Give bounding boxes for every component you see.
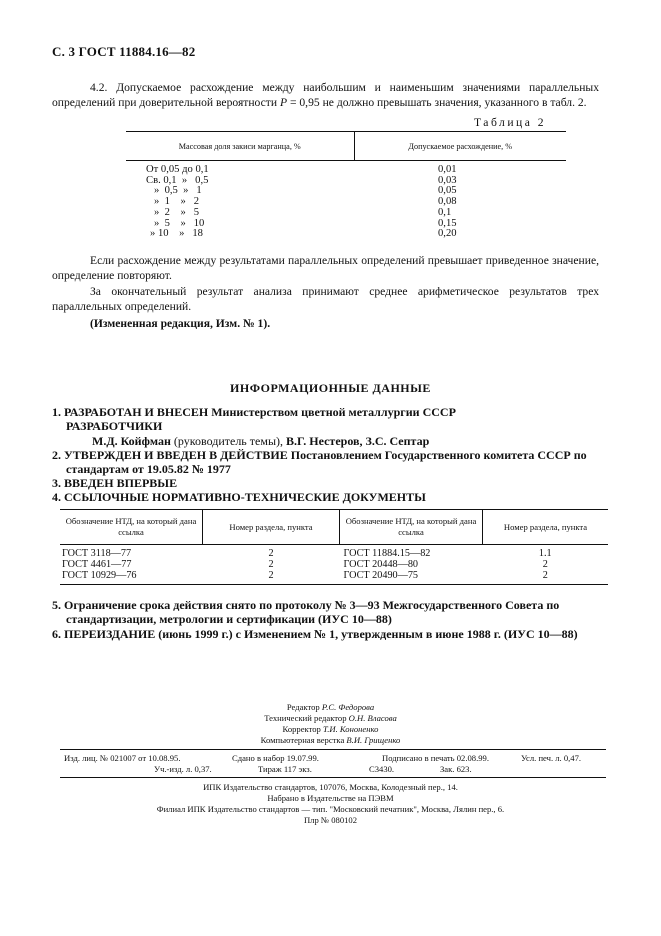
info-item-4: 4. ССЫЛОЧНЫЕ НОРМАТИВНО-ТЕХНИЧЕСКИЕ ДОКУМЕНТЫ [52, 490, 426, 504]
section-4-2-lead: 4.2. Допускаемое расхождение между наибольшим и наименьшим значениями параллельных определений при доверительной вероятности [52, 81, 599, 109]
developer-1-role: (руководитель темы), [170, 434, 286, 448]
info-title: ИНФОРМАЦИОННЫЕ ДАННЫЕ [230, 381, 431, 395]
reference-table [60, 509, 608, 581]
reference-table-bottom-rule [60, 584, 608, 585]
imprint-publisher-block [0, 782, 661, 826]
imprint-typeset: Набрано в Издательстве на ПЭВМ [267, 793, 394, 803]
imprint-tech-editor: Технический редактор О.Н. Власова [264, 713, 397, 723]
section-4-2 [52, 80, 599, 110]
section-4-2-tail: = 0,95 не должно превышать значения, указанного в табл. 2. [287, 96, 587, 109]
info-item-6: 6. ПЕРЕИЗДАНИЕ (июнь 1999 г.) с Изменением № 1, утвержденным в июне 1988 г. (ИУС 10—88) [52, 627, 578, 641]
developer-2-names: В.Г. Нестеров, З.С. Септар [286, 434, 430, 448]
para-revision: (Измененная редакция, Изм. № 1). [90, 317, 271, 330]
table-row: » 2 » 5 0,1 [154, 206, 452, 218]
imprint-set: Сдано в набор 19.07.99. [232, 753, 319, 763]
imprint-code: С3430. [369, 764, 395, 774]
info-item-1: 1. РАЗРАБОТАН И ВНЕСЕН Министерством цветной металлургии СССР [52, 405, 456, 419]
table-row: » 10 » 18 0,20 [150, 228, 457, 240]
table-row: » 0,5 » 1 0,05 [154, 185, 457, 197]
imprint-plr: Плр № 080102 [303, 815, 358, 825]
table-row: » 1 » 2 0,08 [154, 196, 457, 208]
imprint-branch: Филиал ИПК Издательство стандартов — тип. "Московский печатник", Москва, Лялин пер., 6. [156, 804, 505, 814]
para-final: За окончательный результат анализа принимают среднее арифметическое результатов трех параллельных определений. [52, 285, 599, 313]
ref-header-section-2: Номер раздела, пункта [483, 510, 609, 545]
imprint-layout: Компьютерная верстка В.И. Грищенко [260, 735, 401, 745]
table-row: Св. 0,1 » 0,5 0,03 [146, 174, 457, 186]
developer-1-name: М.Д. Койфман [92, 434, 171, 448]
table-row: ГОСТ 10929—76 2 ГОСТ 20490—75 2 [62, 569, 548, 581]
info-item-3: 3. ВВЕДЕН ВПЕРВЫЕ [52, 476, 178, 490]
imprint-order: Зак. 623. [440, 764, 472, 774]
imprint-editor: Редактор Р.С. Федорова [286, 702, 375, 712]
imprint-credits [0, 702, 661, 746]
imprint-signed: Подписано в печать 02.08.99. [382, 753, 489, 763]
imprint-license: Изд. лиц. № 021007 от 10.08.95. [64, 753, 181, 763]
p-variable: P [279, 96, 288, 109]
table-2-header-mass-fraction: Массовая доля закиси марганца, % [126, 132, 354, 161]
ref-header-section-1: Номер раздела, пункта [203, 510, 340, 545]
table-2-header-tolerance: Допускаемое расхождение, % [354, 132, 566, 161]
imprint-print-sheets: Усл. печ. л. 0,47. [521, 753, 582, 763]
table-2-caption: Таблица 2 [474, 116, 547, 129]
imprint-rule-1 [60, 749, 606, 750]
imprint-proofreader: Корректор Т.И. Кононенко [282, 724, 379, 734]
ref-header-doc-2: Обозначение НТД, на который дана ссылка [340, 510, 483, 545]
info-developers [92, 434, 429, 449]
table-row: » 5 » 10 0,15 [154, 217, 457, 229]
table-row: ГОСТ 4461—77 2 ГОСТ 20448—80 2 [62, 558, 548, 570]
ref-header-doc-1: Обозначение НТД, на который дана ссылка [60, 510, 203, 545]
table-row: ГОСТ 3118—77 2 ГОСТ 11884.15—82 1.1 [62, 548, 552, 559]
page-header: С. 3 ГОСТ 11884.16—82 [52, 44, 196, 59]
info-developers-heading: РАЗРАБОТЧИКИ [66, 419, 163, 433]
imprint-rule-2 [60, 777, 606, 778]
imprint-run: Тираж 117 экз. [258, 764, 312, 774]
imprint-pub-sheets: Уч.-изд. л. 0,37. [154, 764, 212, 774]
table-2 [126, 131, 566, 240]
imprint-publisher: ИПК Издательство стандартов, 107076, Москва, Колодезный пер., 14. [203, 782, 458, 792]
table-row: От 0,05 до 0,1 0,01 [146, 164, 457, 175]
info-item-2: 2. УТВЕРЖДЕН И ВВЕДЕН В ДЕЙСТВИЕ Постановлением Государственного комитета СССР по стандартам от 19.05.82 № 1977 [52, 448, 587, 476]
para-repeat: Если расхождение между результатами параллельных определений превышает приведенное значение, определение повторяют. [52, 254, 599, 282]
info-item-5: 5. Ограничение срока действия снято по протоколу № 3—93 Межгосударственного Совета по стандартизации, метрологии и сертификации (ИУС 10—88) [52, 598, 560, 626]
